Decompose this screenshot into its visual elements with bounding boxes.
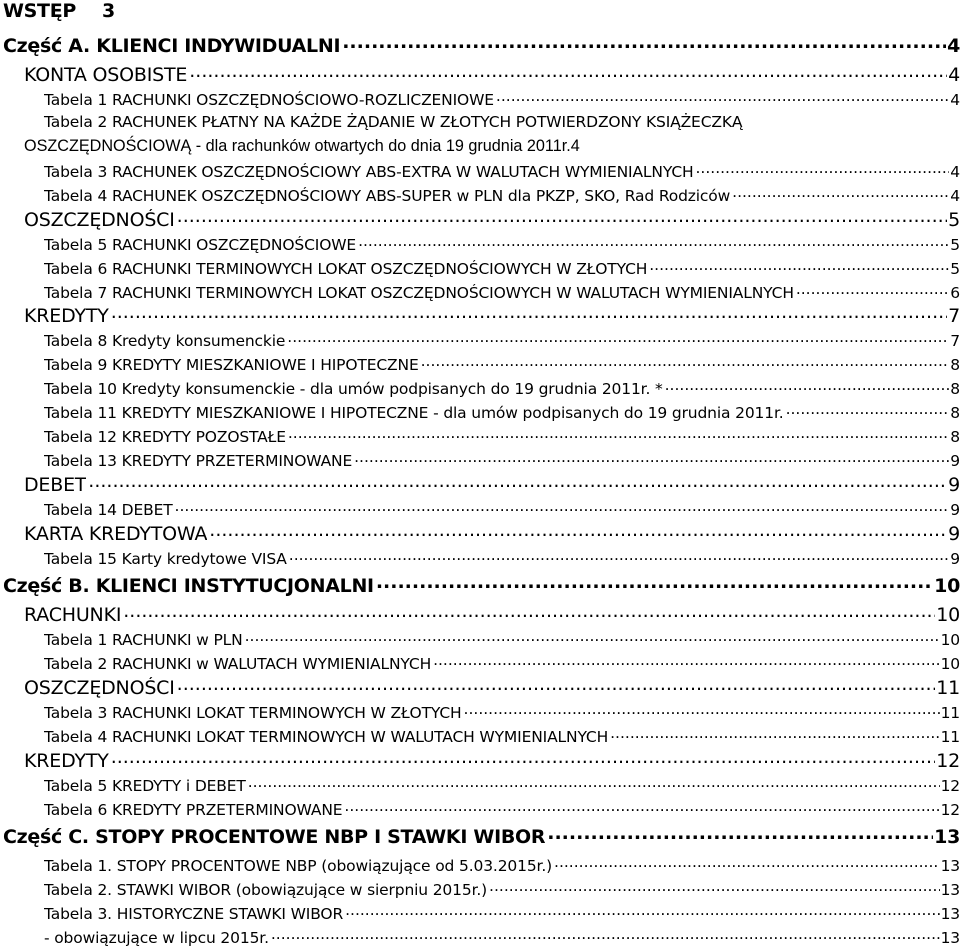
toc-section[interactable] xyxy=(3,824,960,848)
dot-leader xyxy=(187,62,947,81)
toc-page-number: 5 xyxy=(948,209,960,231)
toc-entry[interactable] xyxy=(44,903,960,923)
dot-leader xyxy=(343,903,939,919)
toc-page-number: 5 xyxy=(950,235,960,254)
toc-page-number: 7 xyxy=(950,331,960,350)
toc-page-number: 12 xyxy=(940,776,960,795)
dot-leader xyxy=(86,472,947,491)
toc-label: Tabela 3 RACHUNKI LOKAT TERMINOWYCH W ZŁOTYCH xyxy=(44,703,462,722)
toc-intro-page: 3 xyxy=(102,0,115,22)
toc-entry[interactable] xyxy=(44,702,960,722)
toc-page-number: 9 xyxy=(948,474,960,496)
dot-leader xyxy=(342,799,939,815)
toc-page-number: 9 xyxy=(948,523,960,545)
dot-leader xyxy=(340,33,946,52)
toc-entry[interactable] xyxy=(44,799,960,819)
toc-subsection[interactable] xyxy=(24,62,960,86)
toc-page-number: 12 xyxy=(940,800,960,819)
toc-page-number: 10 xyxy=(934,575,960,597)
toc-page-number: 10 xyxy=(940,630,960,649)
dot-leader xyxy=(419,354,950,370)
toc-intro-label: WSTĘP xyxy=(3,0,77,22)
toc-label: RACHUNKI xyxy=(24,604,122,626)
dot-leader xyxy=(462,702,940,718)
toc-label: Tabela 10 Kredyty konsumenckie - dla umów podpisanych do 19 grudnia 2011r. * xyxy=(44,379,663,398)
toc-entry[interactable] xyxy=(44,548,960,568)
toc-entry[interactable] xyxy=(44,234,960,254)
dot-leader xyxy=(109,303,947,322)
dot-leader xyxy=(352,450,949,466)
dot-leader xyxy=(552,855,940,871)
toc-label: Tabela 6 RACHUNKI TERMINOWYCH LOKAT OSZCZĘDNOŚCIOWYCH W ZŁOTYCH xyxy=(44,259,648,278)
dot-leader xyxy=(286,426,949,442)
toc-page-number: 4 xyxy=(950,186,960,205)
toc-label: KONTA OSOBISTE xyxy=(24,64,188,86)
toc-page-number: 7 xyxy=(948,305,960,327)
toc-page-number: 13 xyxy=(940,904,960,923)
toc-label: KREDYTY xyxy=(24,750,109,772)
toc-label: Tabela 15 Karty kredytowe VISA xyxy=(44,549,287,568)
dot-leader xyxy=(109,748,936,767)
toc-label: Tabela 8 Kredyty konsumenckie xyxy=(44,331,286,350)
dot-leader xyxy=(608,726,939,742)
toc-label: DEBET xyxy=(24,474,87,496)
toc-subsection[interactable] xyxy=(24,472,960,496)
dot-leader xyxy=(431,653,939,669)
toc-entry[interactable] xyxy=(44,402,960,422)
toc-page-number: 12 xyxy=(936,750,960,772)
dot-leader xyxy=(374,573,933,592)
dot-leader xyxy=(121,602,935,621)
dot-leader xyxy=(356,234,949,250)
toc-page-number: 13 xyxy=(940,928,960,947)
toc-label: Tabela 7 RACHUNKI TERMINOWYCH LOKAT OSZCZĘDNOŚCIOWYCH W WALUTACH WYMIENIALNYCH xyxy=(44,283,794,302)
toc-label: Tabela 13 KREDYTY PRZETERMINOWANE xyxy=(44,451,353,470)
dot-leader xyxy=(175,207,947,226)
toc-page-number: 11 xyxy=(940,727,960,746)
toc-label: Tabela 2. STAWKI WIBOR (obowiązujące w sierpniu 2015r.) xyxy=(44,880,488,899)
dot-leader xyxy=(173,499,950,515)
toc-label: OSZCZĘDNOŚCI xyxy=(24,677,175,699)
toc-subsection[interactable] xyxy=(24,303,960,327)
toc-subsection[interactable] xyxy=(24,207,960,231)
toc-entry[interactable] xyxy=(44,89,960,109)
toc-entry[interactable] xyxy=(44,330,960,350)
toc-page-number: 9 xyxy=(950,451,960,470)
toc-label: OSZCZĘDNOŚCI xyxy=(24,209,175,231)
toc-entry-label-line2: OSZCZĘDNOŚCIOWĄ - dla rachunków otwartych do dnia 19 grudnia 2011r. xyxy=(24,137,571,155)
toc-entry[interactable] xyxy=(44,879,960,899)
toc-label: Tabela 2 RACHUNKI w WALUTACH WYMIENIALNYCH xyxy=(44,654,432,673)
toc-entry[interactable] xyxy=(44,426,960,446)
toc-label: KARTA KREDYTOWA xyxy=(24,523,208,545)
toc-label: Tabela 4 RACHUNEK OSZCZĘDNOŚCIOWY ABS-SUPER w PLN dla PKZP, SKO, Rad Rodziców xyxy=(44,186,731,205)
toc-label: Część C. STOPY PROCENTOWE NBP I STAWKI WIBOR xyxy=(3,826,546,848)
dot-leader xyxy=(494,89,949,105)
toc-entry[interactable] xyxy=(44,855,960,875)
toc-entry[interactable] xyxy=(44,726,960,746)
toc-entry-page: 4 xyxy=(570,137,580,155)
toc-label: Część A. KLIENCI INDYWIDUALNI xyxy=(3,35,341,57)
dot-leader xyxy=(269,927,940,943)
dot-leader xyxy=(207,521,947,540)
dot-leader xyxy=(246,775,940,791)
toc-page-number: 8 xyxy=(950,427,960,446)
toc-page-number: 4 xyxy=(947,35,960,57)
dot-leader xyxy=(545,824,933,843)
toc-subsection[interactable] xyxy=(24,675,960,699)
dot-leader xyxy=(647,258,949,274)
toc-label: Tabela 1 RACHUNKI w PLN xyxy=(44,630,243,649)
toc-label: Tabela 9 KREDYTY MIESZKANIOWE I HIPOTECZNE xyxy=(44,355,419,374)
toc-label: Tabela 1. STOPY PROCENTOWE NBP (obowiązujące od 5.03.2015r.) xyxy=(44,856,553,875)
toc-entry[interactable] xyxy=(44,653,960,673)
toc-page-number: 4 xyxy=(948,64,960,86)
toc-subsection[interactable] xyxy=(24,521,960,545)
toc-page-number: 8 xyxy=(950,379,960,398)
toc-label: Tabela 4 RACHUNKI LOKAT TERMINOWYCH W WALUTACH WYMIENIALNYCH xyxy=(44,727,609,746)
toc-subsection[interactable] xyxy=(24,748,960,772)
dot-leader xyxy=(794,282,949,298)
dot-leader xyxy=(175,675,936,694)
dot-leader xyxy=(287,548,950,564)
toc-entry[interactable] xyxy=(44,258,960,278)
toc-entry-label-line1: Tabela 2 RACHUNEK PŁATNY NA KAŻDE ŻĄDANIE W ZŁOTYCH POTWIERDZONY KSIĄŻECZKĄ xyxy=(44,113,743,131)
dot-leader xyxy=(285,330,949,346)
dot-leader xyxy=(243,629,940,645)
toc-label: Tabela 5 RACHUNKI OSZCZĘDNOŚCIOWE xyxy=(44,235,357,254)
toc-label: Tabela 3 RACHUNEK OSZCZĘDNOŚCIOWY ABS-EXTRA W WALUTACH WYMIENIALNYCH xyxy=(44,162,694,181)
toc-label: KREDYTY xyxy=(24,305,109,327)
toc-page-number: 13 xyxy=(934,826,960,848)
dot-leader xyxy=(663,378,950,394)
toc-label: Tabela 11 KREDYTY MIESZKANIOWE I HIPOTECZNE - dla umów podpisanych do 19 grudnia 2011r. xyxy=(44,403,784,422)
toc-page-number: 8 xyxy=(950,403,960,422)
toc-label: Tabela 12 KREDYTY POZOSTAŁE xyxy=(44,427,286,446)
toc-subsection[interactable] xyxy=(24,602,960,626)
toc-label: Tabela 3. HISTORYCZNE STAWKI WIBOR xyxy=(44,904,344,923)
toc-section[interactable] xyxy=(3,573,960,597)
toc-entry[interactable] xyxy=(44,161,960,181)
toc-section[interactable] xyxy=(3,33,960,57)
toc-entry[interactable] xyxy=(44,185,960,205)
toc-entry[interactable] xyxy=(44,354,960,374)
dot-leader xyxy=(694,161,950,177)
toc-page-number: 9 xyxy=(950,549,960,568)
toc-label: Tabela 5 KREDYTY i DEBET xyxy=(44,776,246,795)
toc-page-number: 4 xyxy=(950,90,960,109)
toc-entry-line2 xyxy=(24,137,960,156)
toc-page-number: 11 xyxy=(936,677,960,699)
toc-page-number: 8 xyxy=(950,355,960,374)
toc-page-number: 10 xyxy=(936,604,960,626)
toc-intro[interactable] xyxy=(3,0,115,22)
toc-label: Tabela 14 DEBET xyxy=(44,500,173,519)
toc-label: Część B. KLIENCI INSTYTUCJONALNI xyxy=(3,575,374,597)
toc-page-number: 6 xyxy=(950,283,960,302)
toc-label: Tabela 1 RACHUNKI OSZCZĘDNOŚCIOWO-ROZLICZENIOWE xyxy=(44,90,494,109)
toc-entry[interactable] xyxy=(44,450,960,470)
toc-entry[interactable] xyxy=(44,378,960,398)
toc-page-number: 13 xyxy=(940,880,960,899)
toc-entry[interactable] xyxy=(44,927,960,947)
toc-page-number: 10 xyxy=(940,654,960,673)
toc-page-number: 4 xyxy=(950,162,960,181)
toc-page-number: 11 xyxy=(940,703,960,722)
toc-entry[interactable] xyxy=(44,775,960,795)
toc-entry[interactable] xyxy=(44,629,960,649)
dot-leader xyxy=(487,879,940,895)
dot-leader xyxy=(730,185,949,201)
toc-page-number: 13 xyxy=(940,856,960,875)
toc-label: Tabela 6 KREDYTY PRZETERMINOWANE xyxy=(44,800,343,819)
toc-page-number: 5 xyxy=(950,259,960,278)
toc-entry[interactable] xyxy=(44,282,960,302)
toc-label: - obowiązujące w lipcu 2015r. xyxy=(44,928,269,947)
dot-leader xyxy=(784,402,950,418)
toc-entry[interactable] xyxy=(44,499,960,519)
toc-page-number: 9 xyxy=(950,500,960,519)
